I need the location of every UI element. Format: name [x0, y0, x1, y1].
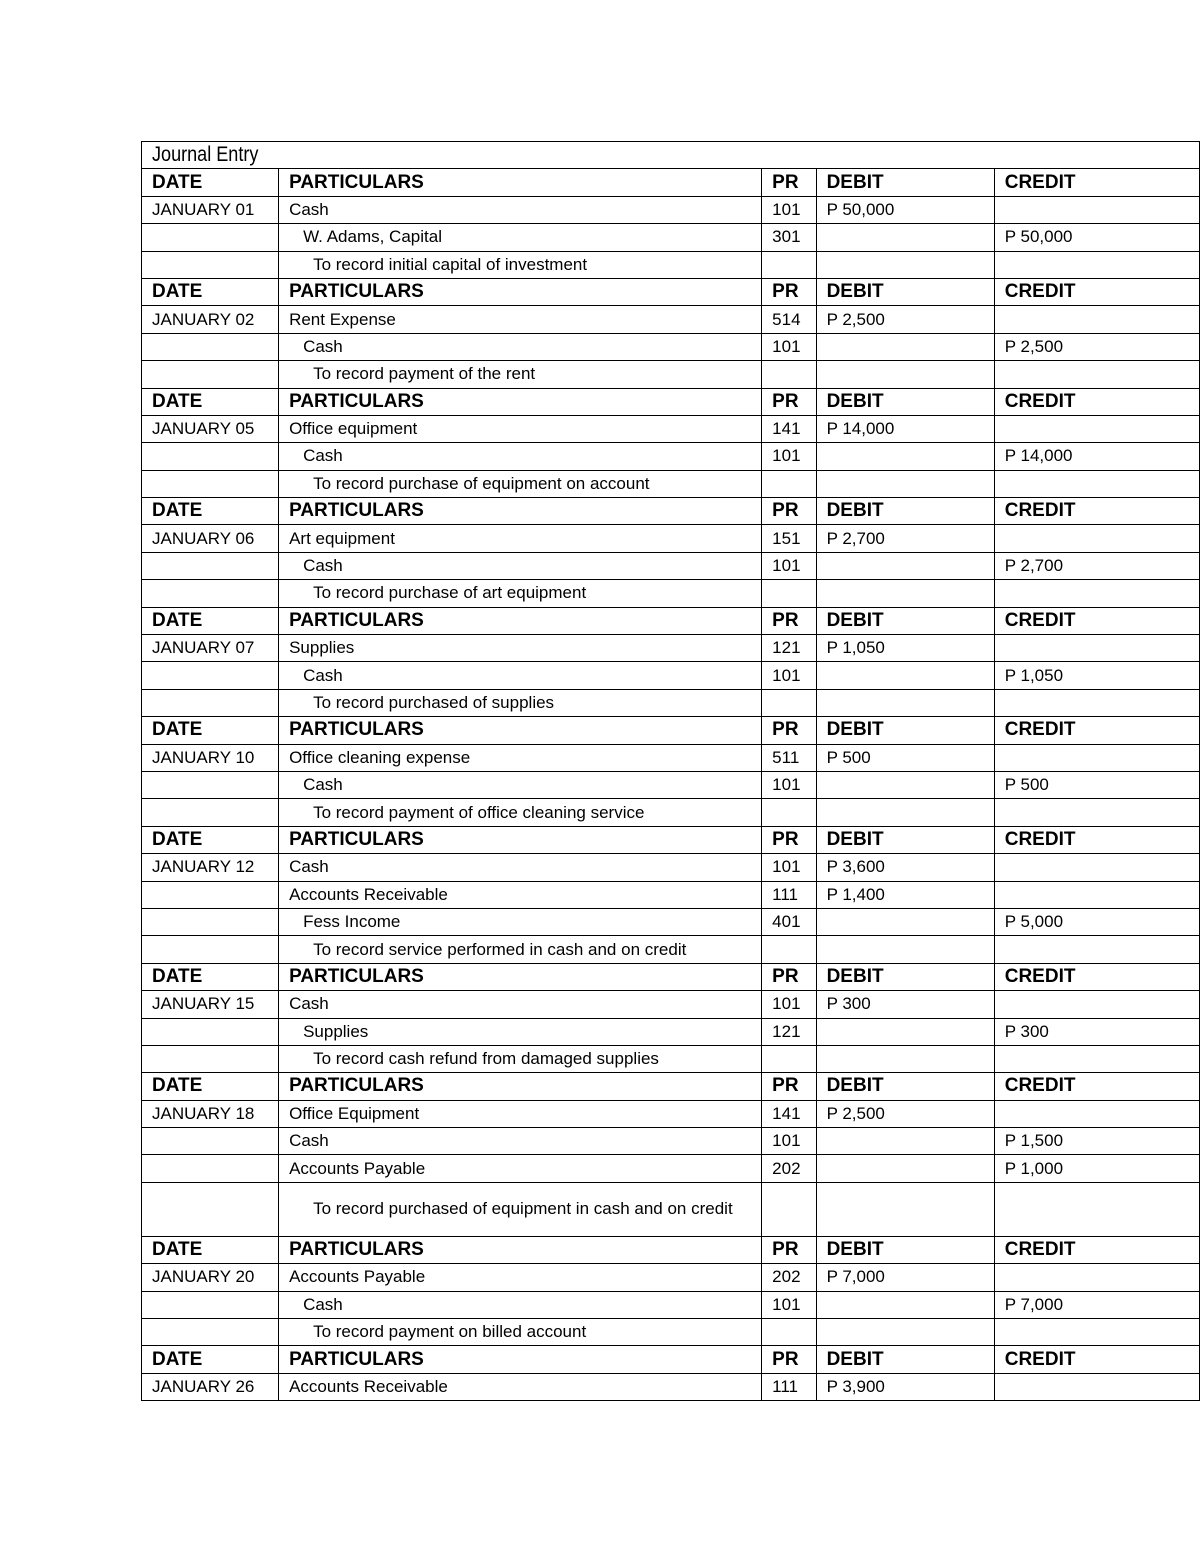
pr-cell	[762, 1045, 816, 1072]
debit-cell	[816, 361, 994, 388]
pr-header: PR	[762, 826, 816, 853]
particulars-cell: Cash	[279, 991, 762, 1018]
particulars-cell: Cash	[279, 854, 762, 881]
particulars-header: PARTICULARS	[279, 826, 762, 853]
particulars-cell: Accounts Receivable	[279, 881, 762, 908]
header-row	[142, 169, 1200, 196]
pr-header: PR	[762, 607, 816, 634]
debit-cell	[816, 1182, 994, 1236]
debit-cell: P 2,500	[816, 1100, 994, 1127]
debit-header: DEBIT	[816, 1346, 994, 1373]
credit-header: CREDIT	[994, 826, 1199, 853]
particulars-cell: Cash	[279, 662, 762, 689]
credit-cell	[994, 470, 1199, 497]
pr-cell: 511	[762, 744, 816, 771]
particulars-cell: Art equipment	[279, 525, 762, 552]
credit-header: CREDIT	[994, 607, 1199, 634]
header-row	[142, 717, 1200, 744]
date-cell: JANUARY 01	[142, 196, 279, 223]
debit-header: DEBIT	[816, 169, 994, 196]
pr-header: PR	[762, 498, 816, 525]
date-cell	[142, 1155, 279, 1182]
pr-cell: 111	[762, 881, 816, 908]
date-cell	[142, 689, 279, 716]
credit-cell	[994, 854, 1199, 881]
pr-cell: 101	[762, 991, 816, 1018]
credit-cell: P 1,500	[994, 1128, 1199, 1155]
date-cell	[142, 881, 279, 908]
date-cell	[142, 799, 279, 826]
pr-header: PR	[762, 388, 816, 415]
credit-cell	[994, 525, 1199, 552]
pr-header: PR	[762, 1073, 816, 1100]
explanation-row	[142, 1319, 1200, 1346]
pr-cell	[762, 251, 816, 278]
explanation-row	[142, 251, 1200, 278]
date-cell: JANUARY 07	[142, 635, 279, 662]
journal-line-row	[142, 854, 1200, 881]
particulars-cell: Cash	[279, 1291, 762, 1318]
pr-cell: 101	[762, 196, 816, 223]
debit-cell: P 14,000	[816, 415, 994, 442]
credit-cell: P 2,700	[994, 552, 1199, 579]
pr-cell	[762, 799, 816, 826]
debit-cell	[816, 1045, 994, 1072]
credit-cell	[994, 635, 1199, 662]
debit-cell: P 50,000	[816, 196, 994, 223]
header-row	[142, 963, 1200, 990]
pr-cell	[762, 580, 816, 607]
explanation-cell: To record payment on billed account	[279, 1319, 762, 1346]
date-cell	[142, 662, 279, 689]
date-cell: JANUARY 12	[142, 854, 279, 881]
pr-cell	[762, 1319, 816, 1346]
date-cell	[142, 251, 279, 278]
explanation-cell: To record purchase of equipment on account	[279, 470, 762, 497]
particulars-header: PARTICULARS	[279, 607, 762, 634]
header-row	[142, 607, 1200, 634]
debit-cell	[816, 1291, 994, 1318]
date-cell	[142, 1182, 279, 1236]
date-cell	[142, 936, 279, 963]
debit-cell	[816, 689, 994, 716]
credit-cell: P 2,500	[994, 333, 1199, 360]
explanation-cell: To record payment of the rent	[279, 361, 762, 388]
particulars-header: PARTICULARS	[279, 169, 762, 196]
journal-line-row	[142, 1291, 1200, 1318]
debit-cell	[816, 1018, 994, 1045]
credit-header: CREDIT	[994, 1236, 1199, 1263]
debit-cell	[816, 771, 994, 798]
credit-cell	[994, 415, 1199, 442]
date-header: DATE	[142, 826, 279, 853]
debit-cell	[816, 443, 994, 470]
particulars-cell: Accounts Payable	[279, 1264, 762, 1291]
pr-cell: 101	[762, 333, 816, 360]
debit-cell	[816, 1319, 994, 1346]
date-header: DATE	[142, 278, 279, 305]
particulars-header: PARTICULARS	[279, 498, 762, 525]
debit-cell: P 300	[816, 991, 994, 1018]
credit-cell	[994, 1045, 1199, 1072]
debit-cell	[816, 333, 994, 360]
header-row	[142, 388, 1200, 415]
credit-cell	[994, 196, 1199, 223]
date-cell: JANUARY 10	[142, 744, 279, 771]
journal-line-row	[142, 1373, 1200, 1400]
explanation-row	[142, 689, 1200, 716]
journal-line-row	[142, 771, 1200, 798]
journal-line-row	[142, 908, 1200, 935]
credit-cell	[994, 689, 1199, 716]
pr-cell: 101	[762, 1291, 816, 1318]
pr-cell	[762, 689, 816, 716]
debit-cell	[816, 552, 994, 579]
debit-cell	[816, 224, 994, 251]
pr-cell: 101	[762, 443, 816, 470]
journal-line-row	[142, 635, 1200, 662]
particulars-header: PARTICULARS	[279, 278, 762, 305]
explanation-cell: To record purchased of equipment in cash and on credit	[279, 1182, 762, 1236]
date-cell: JANUARY 05	[142, 415, 279, 442]
debit-cell	[816, 470, 994, 497]
date-cell	[142, 1319, 279, 1346]
pr-cell: 151	[762, 525, 816, 552]
particulars-header: PARTICULARS	[279, 1346, 762, 1373]
pr-cell	[762, 1182, 816, 1236]
credit-cell: P 5,000	[994, 908, 1199, 935]
explanation-cell: To record purchased of supplies	[279, 689, 762, 716]
particulars-cell: Rent Expense	[279, 306, 762, 333]
date-header: DATE	[142, 388, 279, 415]
debit-header: DEBIT	[816, 607, 994, 634]
journal-line-row	[142, 881, 1200, 908]
pr-cell: 301	[762, 224, 816, 251]
explanation-cell: To record cash refund from damaged supplies	[279, 1045, 762, 1072]
pr-cell: 202	[762, 1155, 816, 1182]
date-cell	[142, 224, 279, 251]
credit-cell: P 1,050	[994, 662, 1199, 689]
particulars-cell: Accounts Payable	[279, 1155, 762, 1182]
journal-line-row	[142, 1128, 1200, 1155]
header-row	[142, 278, 1200, 305]
pr-cell: 111	[762, 1373, 816, 1400]
pr-cell: 401	[762, 908, 816, 935]
journal-line-row	[142, 1264, 1200, 1291]
date-header: DATE	[142, 169, 279, 196]
credit-cell: P 300	[994, 1018, 1199, 1045]
credit-header: CREDIT	[994, 1073, 1199, 1100]
debit-header: DEBIT	[816, 278, 994, 305]
pr-cell: 141	[762, 415, 816, 442]
particulars-cell: Supplies	[279, 1018, 762, 1045]
debit-header: DEBIT	[816, 826, 994, 853]
debit-cell: P 1,050	[816, 635, 994, 662]
pr-header: PR	[762, 278, 816, 305]
explanation-row	[142, 361, 1200, 388]
pr-cell: 101	[762, 854, 816, 881]
explanation-row	[142, 799, 1200, 826]
debit-cell	[816, 799, 994, 826]
particulars-cell: W. Adams, Capital	[279, 224, 762, 251]
pr-cell	[762, 361, 816, 388]
credit-cell	[994, 306, 1199, 333]
credit-cell	[994, 1264, 1199, 1291]
date-header: DATE	[142, 1346, 279, 1373]
explanation-row	[142, 580, 1200, 607]
credit-cell	[994, 580, 1199, 607]
date-cell: JANUARY 02	[142, 306, 279, 333]
date-cell: JANUARY 26	[142, 1373, 279, 1400]
date-cell	[142, 1291, 279, 1318]
pr-cell: 121	[762, 635, 816, 662]
date-cell	[142, 908, 279, 935]
debit-header: DEBIT	[816, 388, 994, 415]
explanation-row	[142, 470, 1200, 497]
date-cell: JANUARY 06	[142, 525, 279, 552]
credit-cell	[994, 251, 1199, 278]
date-header: DATE	[142, 717, 279, 744]
date-cell	[142, 443, 279, 470]
journal-line-row	[142, 1100, 1200, 1127]
credit-cell	[994, 744, 1199, 771]
credit-cell	[994, 991, 1199, 1018]
journal-line-row	[142, 662, 1200, 689]
debit-cell	[816, 936, 994, 963]
header-row	[142, 826, 1200, 853]
debit-header: DEBIT	[816, 1236, 994, 1263]
journal-line-row	[142, 306, 1200, 333]
journal-line-row	[142, 744, 1200, 771]
date-header: DATE	[142, 498, 279, 525]
credit-cell	[994, 1182, 1199, 1236]
debit-header: DEBIT	[816, 963, 994, 990]
particulars-header: PARTICULARS	[279, 388, 762, 415]
journal-line-row	[142, 552, 1200, 579]
pr-header: PR	[762, 963, 816, 990]
journal-line-row	[142, 333, 1200, 360]
pr-header: PR	[762, 169, 816, 196]
credit-cell	[994, 361, 1199, 388]
explanation-row	[142, 1182, 1200, 1236]
header-row	[142, 1073, 1200, 1100]
header-row	[142, 1236, 1200, 1263]
debit-cell	[816, 251, 994, 278]
date-header: DATE	[142, 1236, 279, 1263]
particulars-cell: Office Equipment	[279, 1100, 762, 1127]
journal-line-row	[142, 224, 1200, 251]
debit-cell	[816, 1128, 994, 1155]
debit-cell: P 500	[816, 744, 994, 771]
credit-cell	[994, 1319, 1199, 1346]
particulars-cell: Cash	[279, 1128, 762, 1155]
date-cell	[142, 333, 279, 360]
date-cell	[142, 771, 279, 798]
pr-cell: 202	[762, 1264, 816, 1291]
credit-cell	[994, 936, 1199, 963]
explanation-cell: To record purchase of art equipment	[279, 580, 762, 607]
date-cell: JANUARY 15	[142, 991, 279, 1018]
debit-cell	[816, 908, 994, 935]
debit-header: DEBIT	[816, 717, 994, 744]
credit-header: CREDIT	[994, 498, 1199, 525]
particulars-header: PARTICULARS	[279, 963, 762, 990]
debit-cell: P 1,400	[816, 881, 994, 908]
credit-header: CREDIT	[994, 388, 1199, 415]
journal-line-row	[142, 443, 1200, 470]
debit-cell	[816, 580, 994, 607]
particulars-header: PARTICULARS	[279, 717, 762, 744]
debit-cell: P 3,900	[816, 1373, 994, 1400]
particulars-cell: Cash	[279, 333, 762, 360]
date-cell	[142, 1018, 279, 1045]
debit-cell: P 2,500	[816, 306, 994, 333]
pr-cell: 101	[762, 662, 816, 689]
journal-line-row	[142, 1018, 1200, 1045]
explanation-cell: To record initial capital of investment	[279, 251, 762, 278]
date-cell: JANUARY 18	[142, 1100, 279, 1127]
debit-cell: P 3,600	[816, 854, 994, 881]
pr-header: PR	[762, 1346, 816, 1373]
particulars-header: PARTICULARS	[279, 1073, 762, 1100]
credit-cell	[994, 1100, 1199, 1127]
title-row	[142, 142, 1200, 169]
particulars-cell: Cash	[279, 443, 762, 470]
credit-cell: P 14,000	[994, 443, 1199, 470]
credit-header: CREDIT	[994, 169, 1199, 196]
credit-cell	[994, 881, 1199, 908]
debit-header: DEBIT	[816, 498, 994, 525]
credit-cell	[994, 799, 1199, 826]
date-cell	[142, 470, 279, 497]
header-row	[142, 498, 1200, 525]
explanation-row	[142, 1045, 1200, 1072]
journal-line-row	[142, 196, 1200, 223]
particulars-cell: Fess Income	[279, 908, 762, 935]
particulars-cell: Cash	[279, 552, 762, 579]
journal-line-row	[142, 525, 1200, 552]
particulars-cell: Supplies	[279, 635, 762, 662]
credit-header: CREDIT	[994, 963, 1199, 990]
date-header: DATE	[142, 607, 279, 634]
pr-cell: 141	[762, 1100, 816, 1127]
date-cell	[142, 1128, 279, 1155]
credit-header: CREDIT	[994, 1346, 1199, 1373]
date-cell	[142, 552, 279, 579]
date-cell	[142, 580, 279, 607]
debit-cell: P 2,700	[816, 525, 994, 552]
particulars-cell: Cash	[279, 196, 762, 223]
pr-cell: 101	[762, 552, 816, 579]
date-header: DATE	[142, 1073, 279, 1100]
particulars-cell: Accounts Receivable	[279, 1373, 762, 1400]
particulars-cell: Office cleaning expense	[279, 744, 762, 771]
credit-cell	[994, 1373, 1199, 1400]
journal-line-row	[142, 415, 1200, 442]
date-cell	[142, 361, 279, 388]
credit-cell: P 50,000	[994, 224, 1199, 251]
pr-cell: 101	[762, 1128, 816, 1155]
pr-cell	[762, 470, 816, 497]
journal-title: Journal Entry	[142, 142, 1200, 169]
pr-cell: 121	[762, 1018, 816, 1045]
pr-cell: 514	[762, 306, 816, 333]
journal-line-row	[142, 991, 1200, 1018]
explanation-row	[142, 936, 1200, 963]
credit-cell: P 500	[994, 771, 1199, 798]
debit-cell: P 7,000	[816, 1264, 994, 1291]
credit-cell: P 7,000	[994, 1291, 1199, 1318]
credit-header: CREDIT	[994, 717, 1199, 744]
pr-cell: 101	[762, 771, 816, 798]
explanation-cell: To record payment of office cleaning service	[279, 799, 762, 826]
credit-header: CREDIT	[994, 278, 1199, 305]
debit-header: DEBIT	[816, 1073, 994, 1100]
journal-line-row	[142, 1155, 1200, 1182]
pr-header: PR	[762, 717, 816, 744]
pr-cell	[762, 936, 816, 963]
date-cell	[142, 1045, 279, 1072]
date-cell: JANUARY 20	[142, 1264, 279, 1291]
debit-cell	[816, 662, 994, 689]
explanation-cell: To record service performed in cash and on credit	[279, 936, 762, 963]
header-row	[142, 1346, 1200, 1373]
debit-cell	[816, 1155, 994, 1182]
particulars-cell: Cash	[279, 771, 762, 798]
date-header: DATE	[142, 963, 279, 990]
particulars-header: PARTICULARS	[279, 1236, 762, 1263]
pr-header: PR	[762, 1236, 816, 1263]
particulars-cell: Office equipment	[279, 415, 762, 442]
journal-entry-table	[141, 141, 1200, 1401]
credit-cell: P 1,000	[994, 1155, 1199, 1182]
